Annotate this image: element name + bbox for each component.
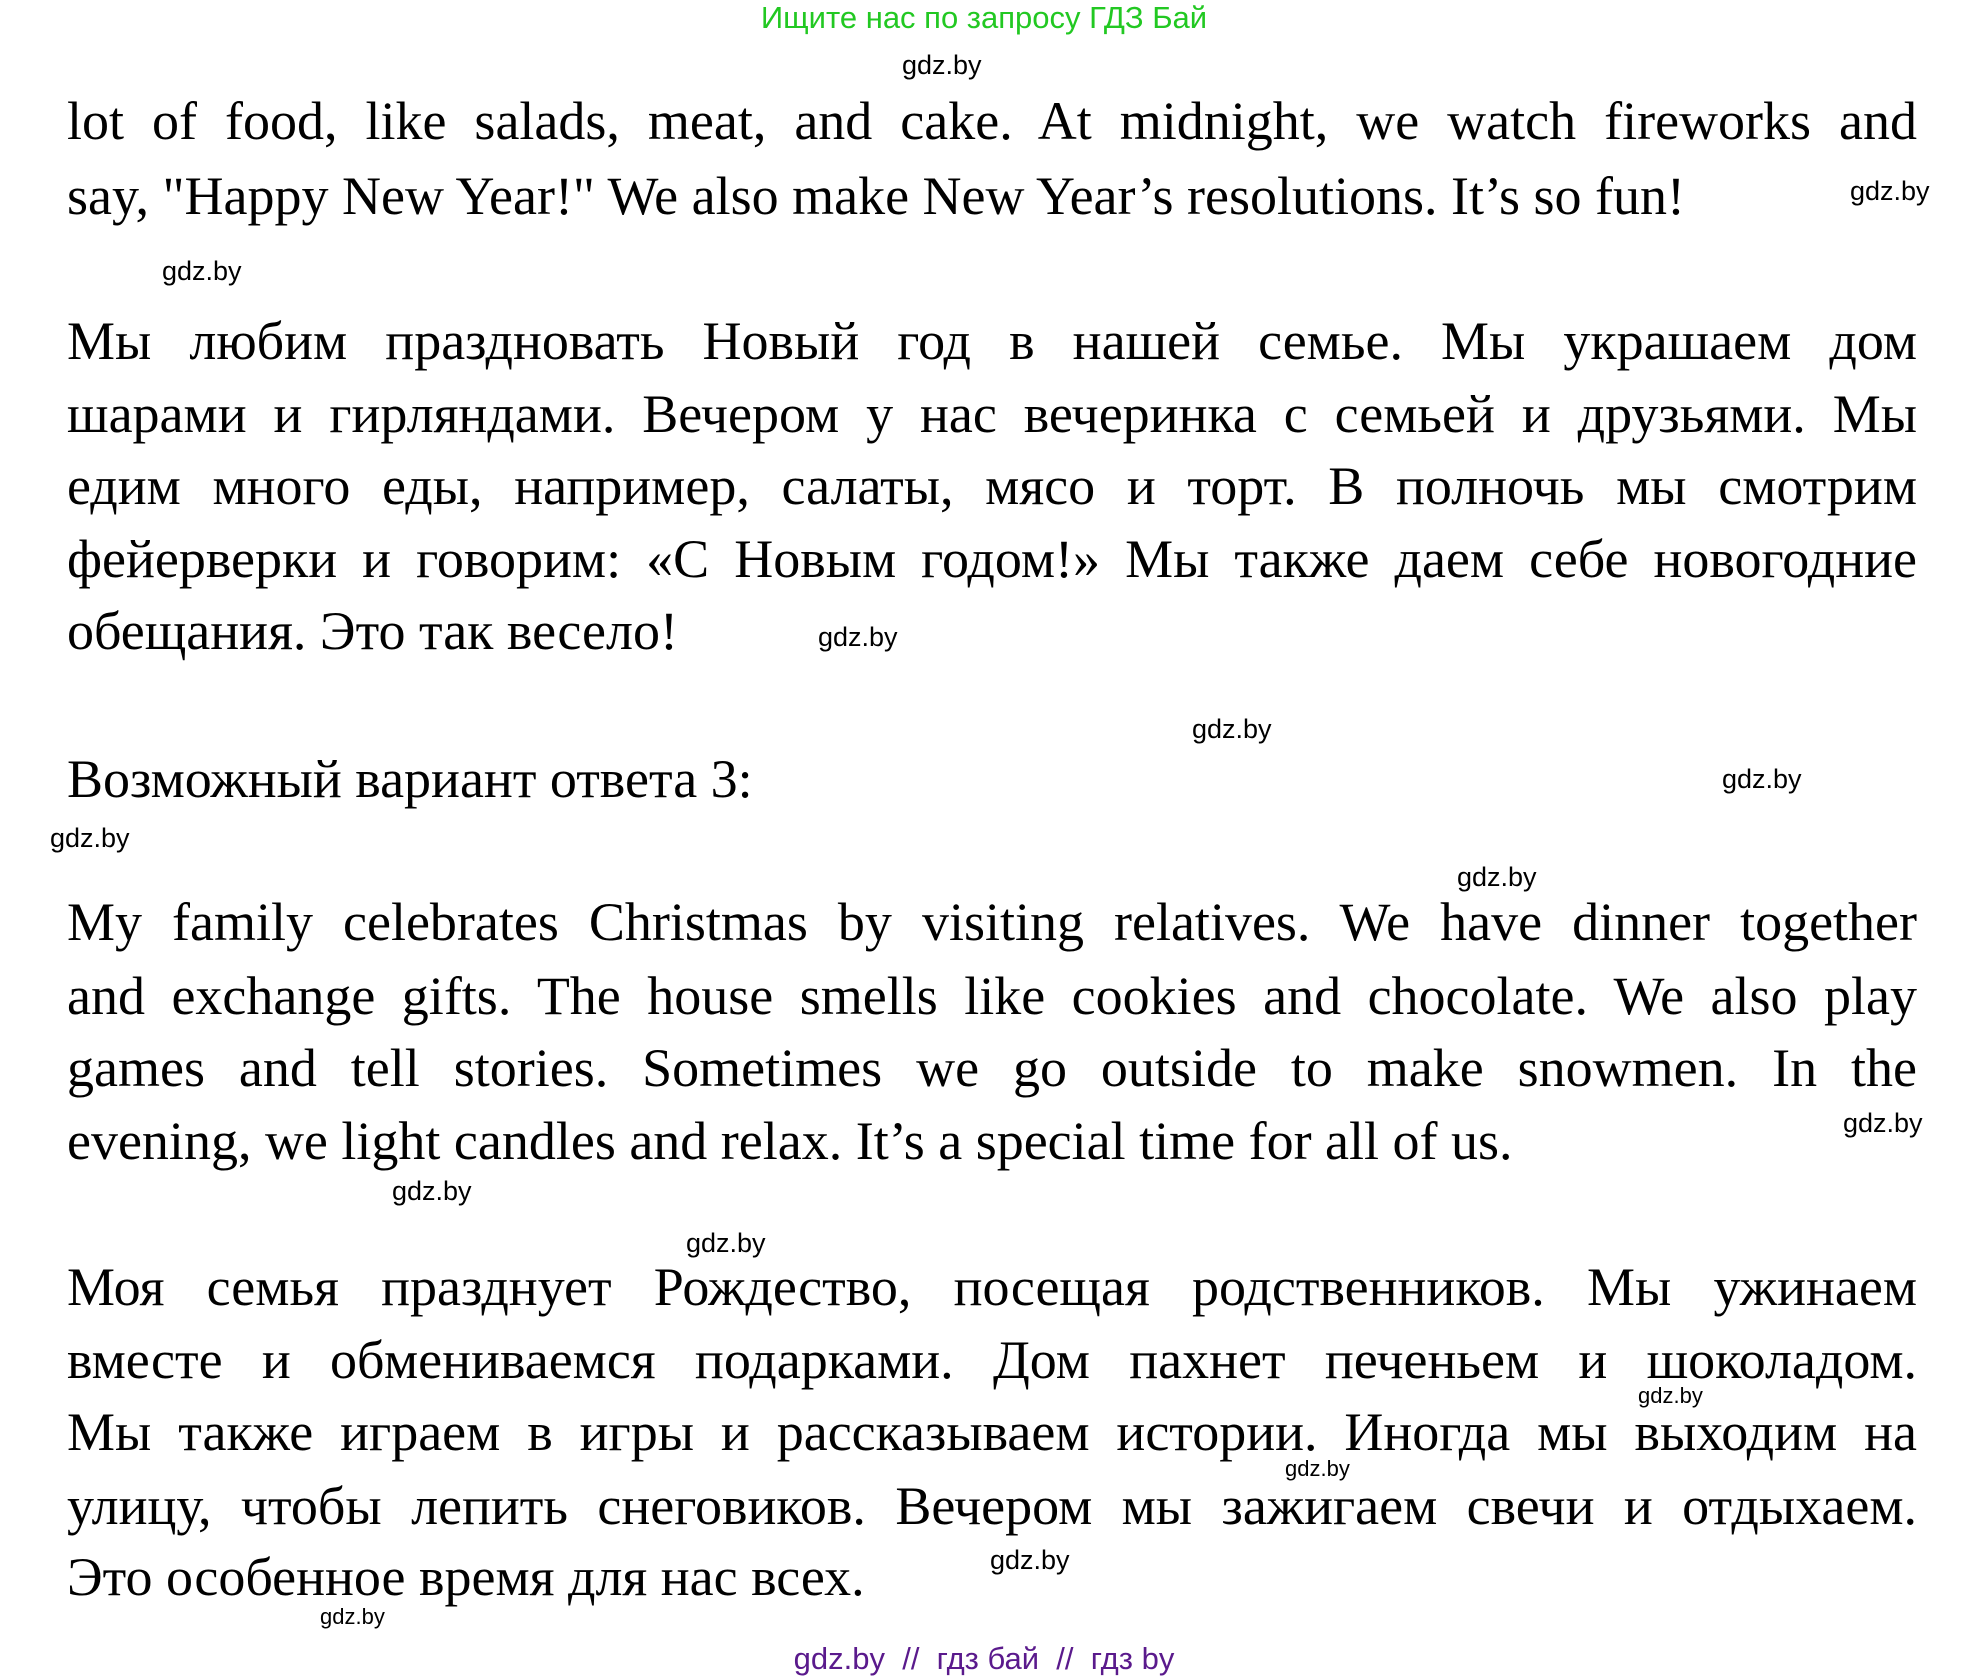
text-line: My family celebrates Christmas by visiting relatives. We have dinner together bbox=[67, 892, 1917, 952]
text-line: Это особенное время для нас всех. bbox=[67, 1547, 865, 1607]
watermark: gdz.by bbox=[1850, 176, 1930, 206]
watermark: gdz.by bbox=[818, 622, 898, 652]
footer-links: gdz.by // гдз бай // гдз by bbox=[793, 1641, 1175, 1676]
text-line: фейерверки и говорим: «С Новым годом!» Мы также даем себе новогодние bbox=[67, 529, 1917, 589]
watermark: gdz.by bbox=[1843, 1108, 1923, 1138]
text-line: lot of food, like salads, meat, and cake. At midnight, we watch fireworks and bbox=[67, 91, 1917, 151]
watermark: gdz.by bbox=[1638, 1383, 1703, 1408]
watermark: gdz.by bbox=[1192, 714, 1272, 744]
answer-heading: Возможный вариант ответа 3: bbox=[67, 749, 753, 809]
watermark: gdz.by bbox=[990, 1545, 1070, 1575]
text-line: Моя семья празднует Рождество, посещая родственников. Мы ужинаем bbox=[67, 1257, 1917, 1317]
watermark: gdz.by bbox=[1285, 1456, 1350, 1481]
watermark: gdz.by bbox=[1457, 862, 1537, 892]
watermark: gdz.by bbox=[686, 1228, 766, 1258]
watermark: gdz.by bbox=[1722, 764, 1802, 794]
text-line: Мы любим праздновать Новый год в нашей семье. Мы украшаем дом bbox=[67, 311, 1917, 371]
watermark: gdz.by bbox=[902, 50, 982, 80]
text-line: улицу, чтобы лепить снеговиков. Вечером мы зажигаем свечи и отдыхаем. bbox=[67, 1476, 1917, 1536]
text-line: games and tell stories. Sometimes we go outside to make snowmen. In the bbox=[67, 1038, 1917, 1098]
text-line: evening, we light candles and relax. It’s a special time for all of us. bbox=[67, 1111, 1513, 1171]
text-line: Мы также играем в игры и рассказываем истории. Иногда мы выходим на bbox=[67, 1402, 1917, 1462]
watermark: gdz.by bbox=[320, 1604, 385, 1629]
text-line: вместе и обмениваемся подарками. Дом пахнет печеньем и шоколадом. bbox=[67, 1330, 1917, 1390]
text-line: обещания. Это так весело! bbox=[67, 601, 678, 661]
watermark: gdz.by bbox=[50, 823, 130, 853]
watermark: gdz.by bbox=[162, 256, 242, 286]
watermark: gdz.by bbox=[392, 1176, 472, 1206]
text-line: едим много еды, например, салаты, мясо и торт. В полночь мы смотрим bbox=[67, 456, 1917, 516]
text-line: say, "Happy New Year!" We also make New Year’s resolutions. It’s so fun! bbox=[67, 166, 1685, 226]
text-line: шарами и гирляндами. Вечером у нас вечеринка с семьей и друзьями. Мы bbox=[67, 384, 1917, 444]
search-hint-banner: Ищите нас по запросу ГДЗ Бай bbox=[760, 0, 1208, 35]
text-line: and exchange gifts. The house smells like cookies and chocolate. We also play bbox=[67, 966, 1917, 1026]
